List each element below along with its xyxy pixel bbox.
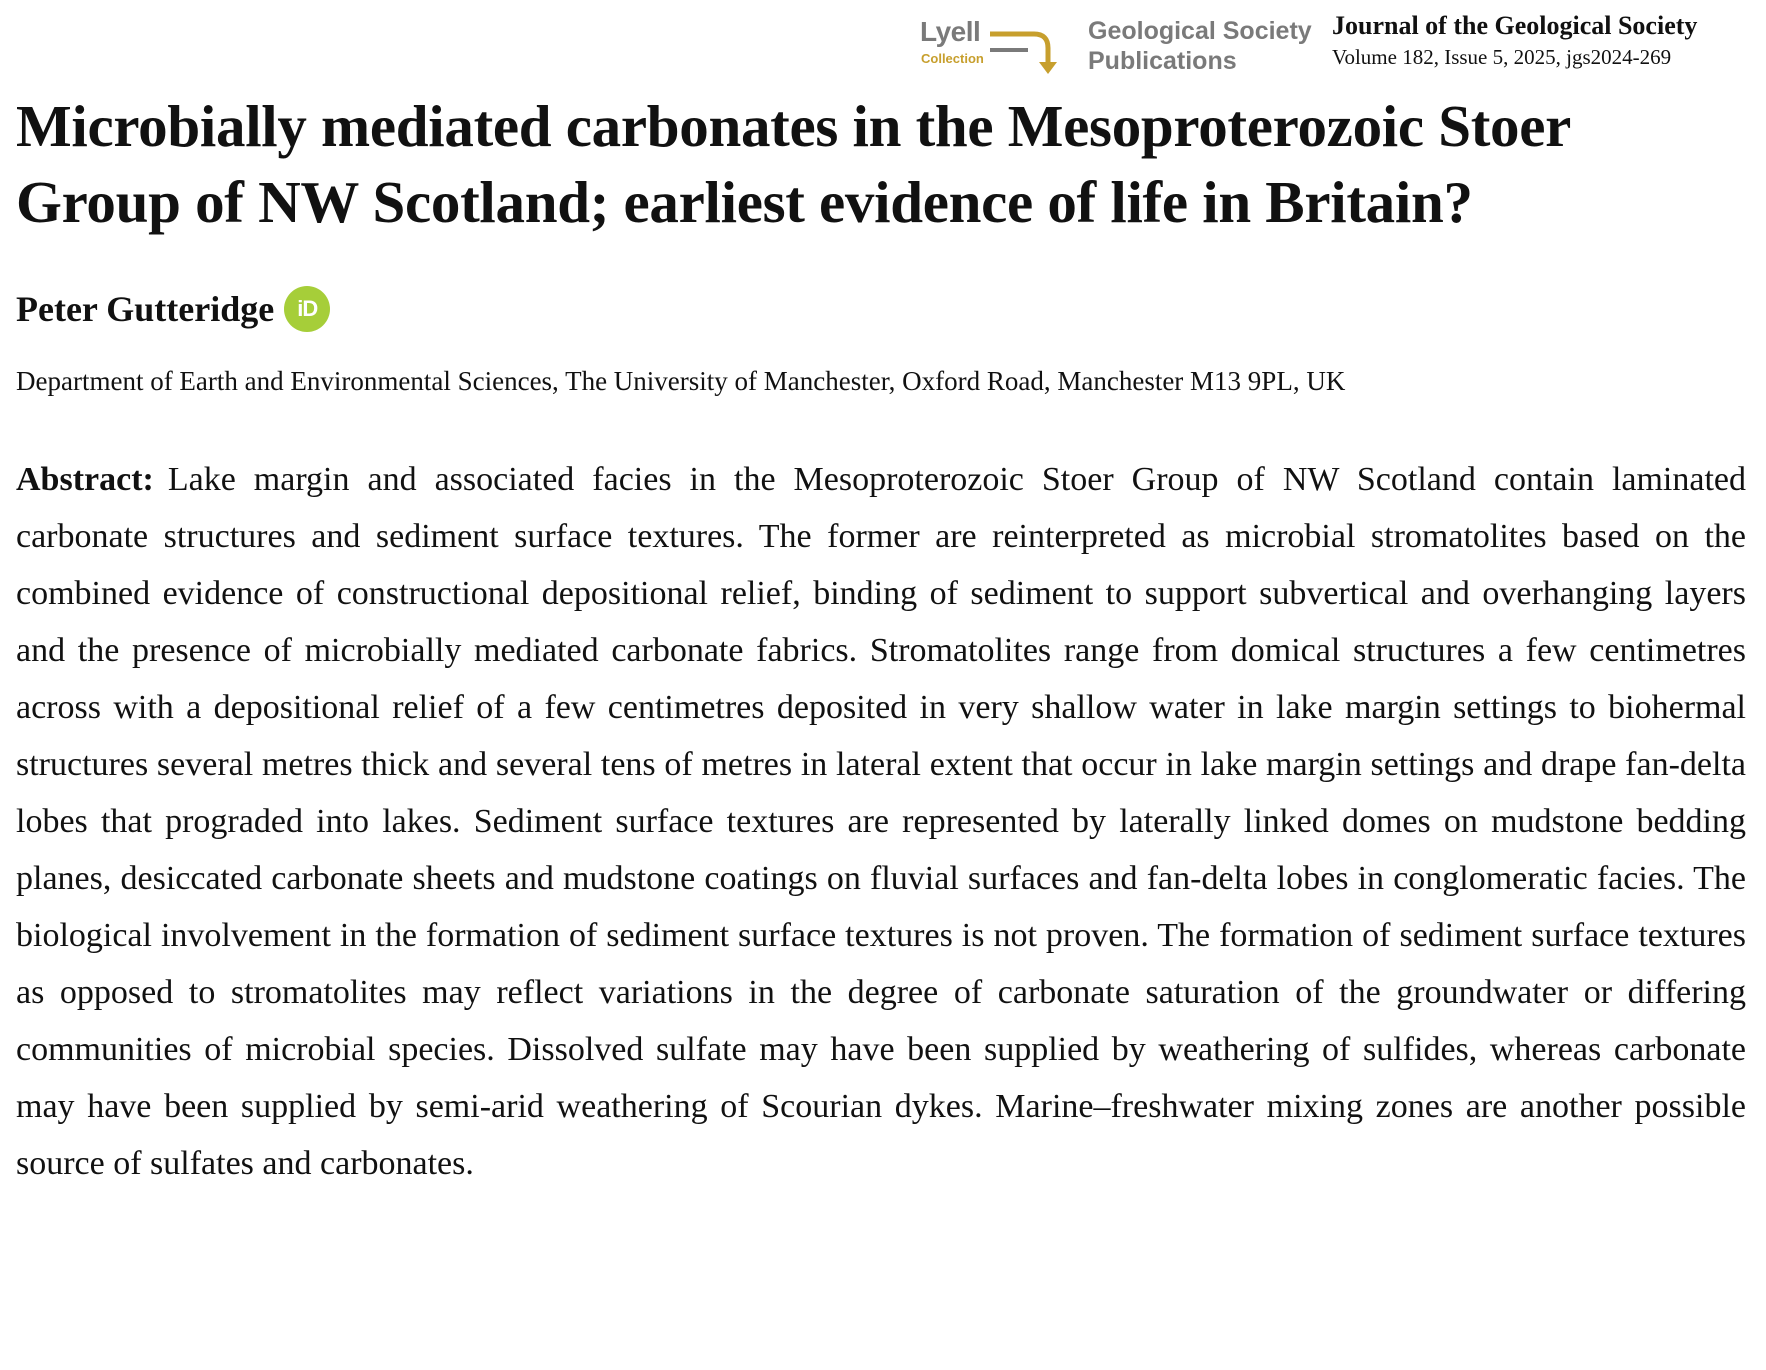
journal-volume: Volume 182, Issue 5, 2025, jgs2024-269 <box>1332 45 1672 69</box>
geological-society-logo[interactable] <box>1088 16 1328 78</box>
society-logo-line1: Geological Society <box>1088 17 1312 45</box>
journal-header <box>920 10 1756 80</box>
society-logo-line2: Publications <box>1088 47 1237 75</box>
lyell-logo-subtext: Collection <box>921 51 984 66</box>
journal-info <box>1332 10 1752 72</box>
abstract-label: Abstract: <box>16 461 154 498</box>
journal-name: Journal of the Geological Society <box>1332 11 1698 40</box>
author-row <box>16 284 330 334</box>
lyell-logo-text: Lyell <box>920 16 981 47</box>
abstract <box>16 451 1746 1192</box>
author-affiliation: Department of Earth and Environmental Sciences, The University of Manchester, Oxford Road, Manchester M13 9PL, UK <box>16 366 1346 396</box>
author-name[interactable]: Peter Gutteridge <box>16 289 275 329</box>
abstract-text: Lake margin and associated facies in the Mesoproterozoic Stoer Group of NW Scotland contain laminated carbonate structures and sediment surface textures. The former are reinterpreted as microbial stromatolites based on the combined evidence of constructional depositional relief, binding of sediment to support subvertical and overhanging layers and the presence of microbially mediated carbonate fabrics. Stromatolites range from domical structures a few centimetres across with a depositional relief of a few centimetres deposited in very shallow water in lake margin settings to biohermal structures several metres thick and several tens of metres in lateral extent that occur in lake margin settings and drape fan-delta lobes that prograded into lakes. Sediment surface textures are represented by laterally linked domes on mudstone bedding planes, desiccated carbonate sheets and mudstone coatings on fluvial surfaces and fan-delta lobes in conglomeratic facies. The biological involvement in the formation of sediment surface textures is not proven. The formation of sediment surface textures as opposed to stromatolites may reflect variations in the degree of carbonate saturation of the groundwater or differing communities of microbial species. Dissolved sulfate may have been supplied by weathering of sulfides, whereas carbonate may have been supplied by semi-arid weathering of Scourian dykes. Marine–freshwater mixing zones are another possible source of sulfates and carbonates. <box>16 461 1746 1182</box>
lyell-collection-logo[interactable] <box>920 16 1060 78</box>
orcid-icon[interactable]: iD <box>284 286 330 332</box>
arrow-logo-icon <box>988 24 1068 80</box>
article-title: Microbially mediated carbonates in the Mesoproterozoic Stoer Group of NW Scotland; earliest evidence of life in Britain? <box>16 93 1570 235</box>
